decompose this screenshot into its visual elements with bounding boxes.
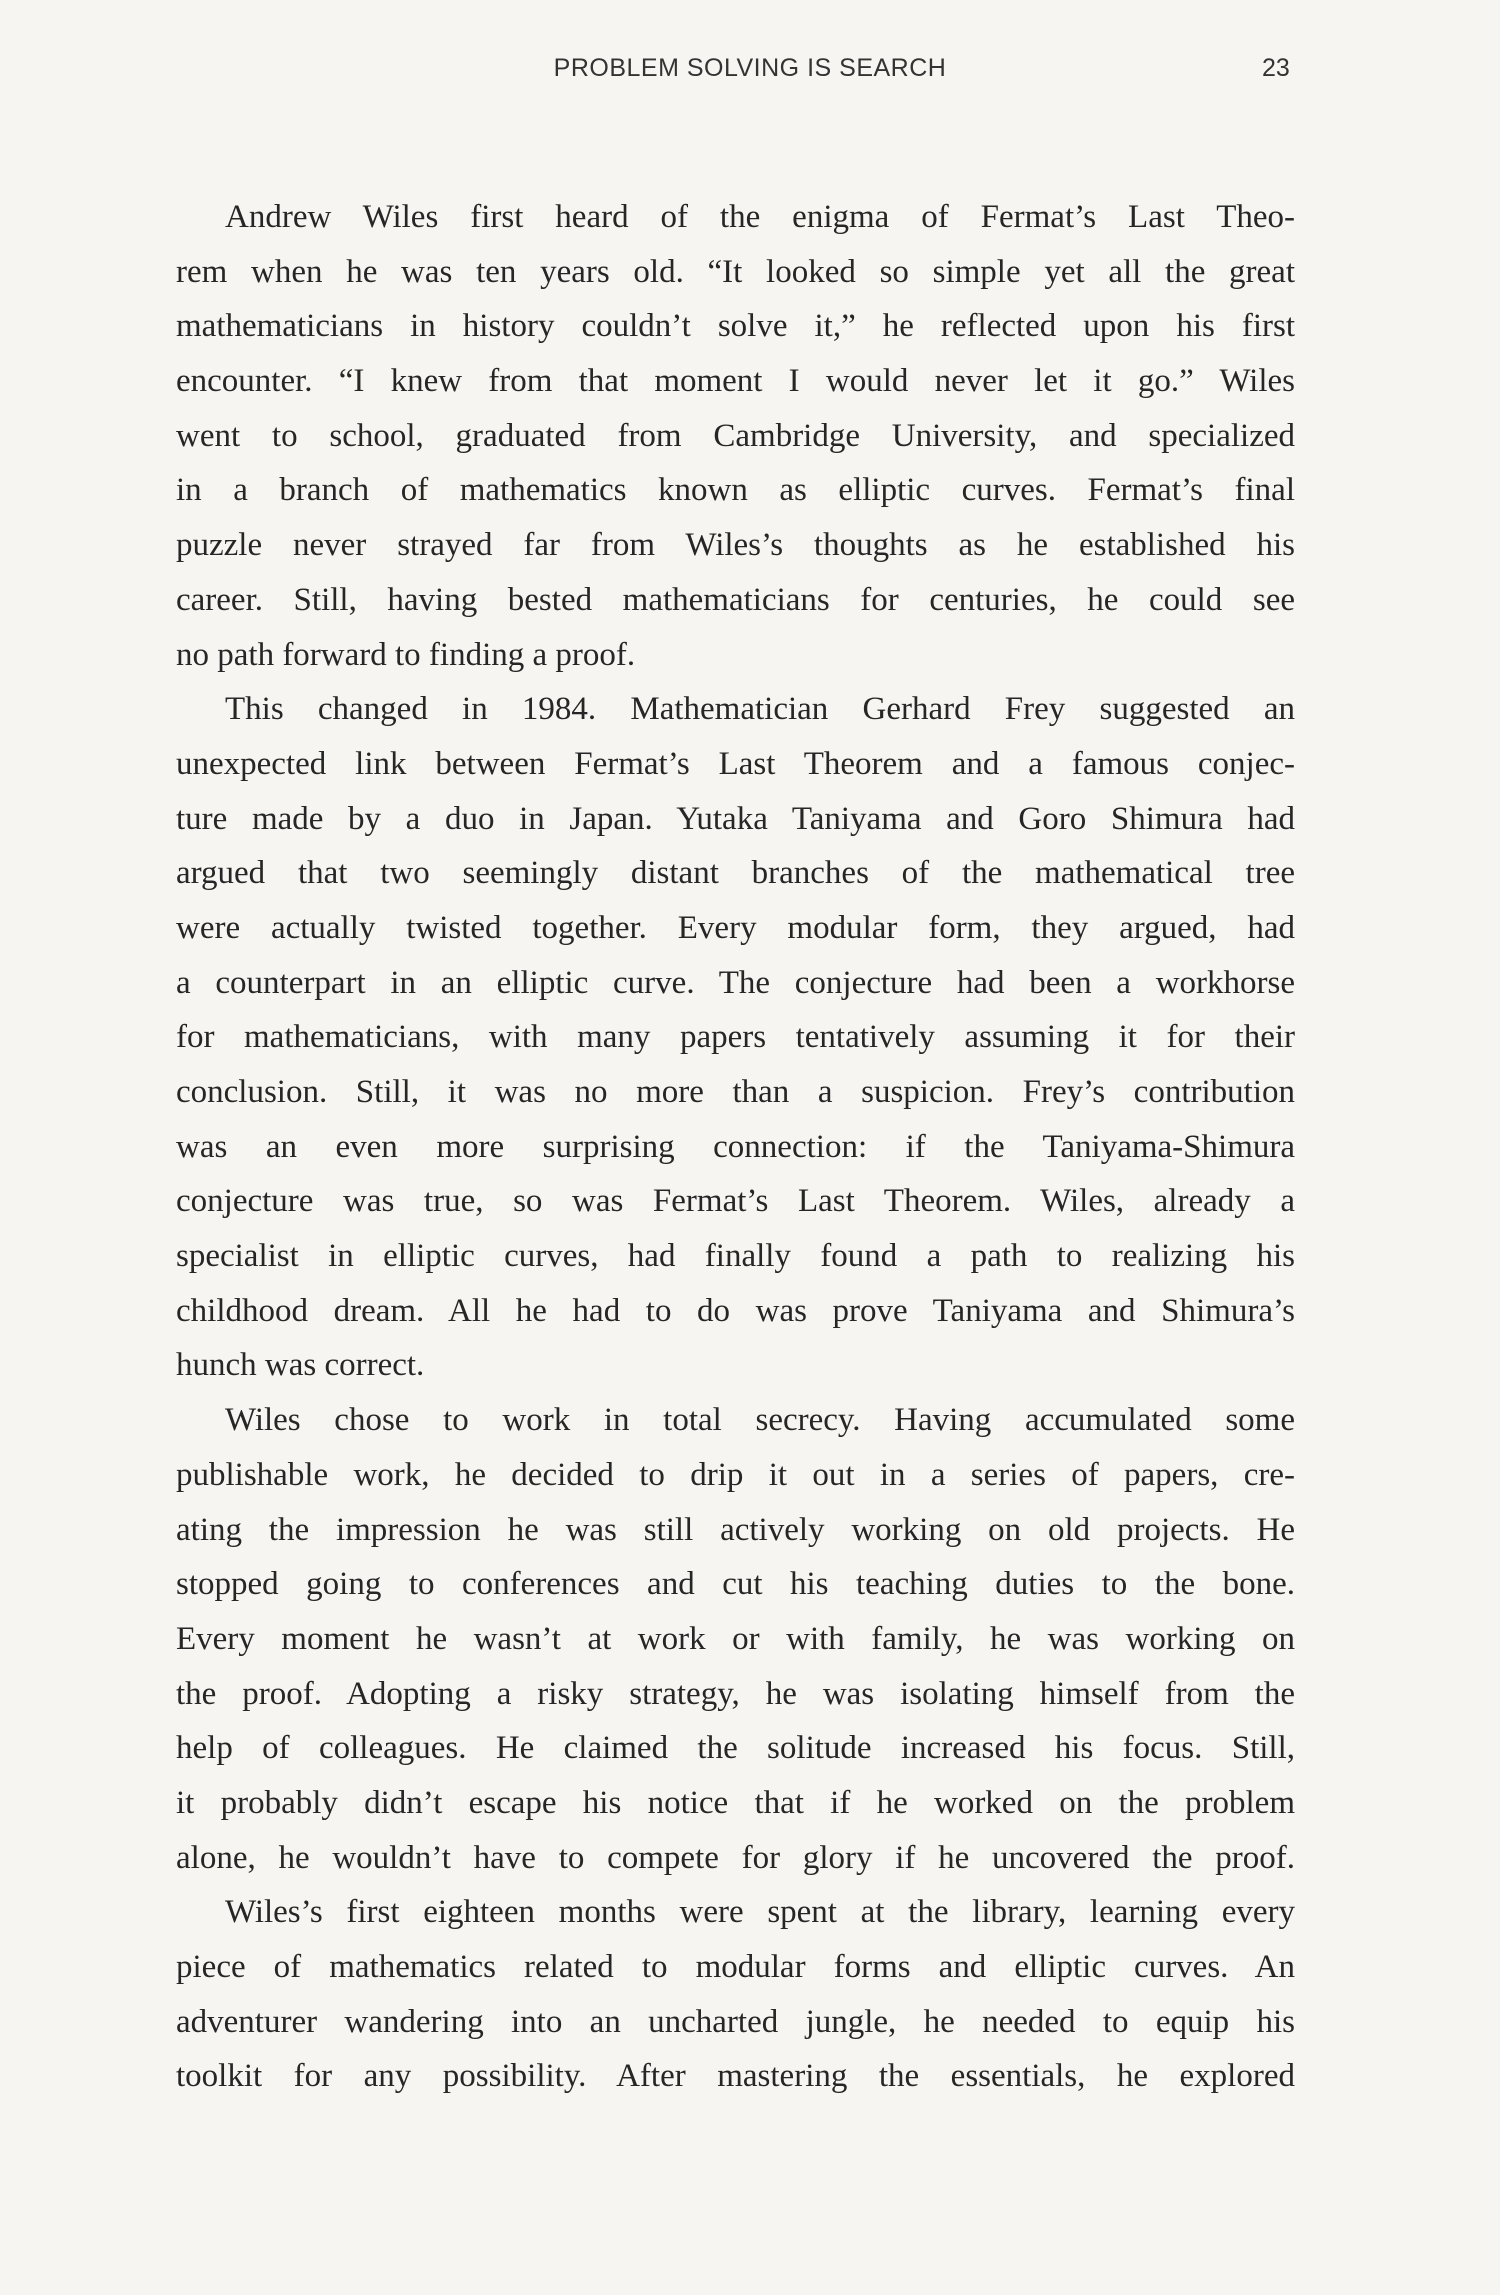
- text-line: stopped going to conferences and cut his teaching duties to the bone.: [176, 1566, 1295, 1603]
- body-text: [176, 190, 1295, 2104]
- text-line: conjecture was true, so was Fermat’s Last Theorem. Wiles, already a: [176, 1183, 1295, 1220]
- text-line: adventurer wandering into an uncharted jungle, he needed to equip his: [176, 2003, 1295, 2040]
- text-line: argued that two seemingly distant branches of the mathematical tree: [176, 855, 1295, 892]
- text-line: help of colleagues. He claimed the solitude increased his focus. Still,: [176, 1730, 1295, 1767]
- paragraph: [176, 190, 1295, 682]
- text-line: mathematicians in history couldn’t solve it,” he reflected upon his first: [176, 308, 1295, 345]
- text-line: the proof. Adopting a risky strategy, he was isolating himself from the: [176, 1675, 1295, 1712]
- text-line: it probably didn’t escape his notice that if he worked on the problem: [176, 1784, 1295, 1821]
- text-line: ture made by a duo in Japan. Yutaka Taniyama and Goro Shimura had: [176, 800, 1295, 837]
- text-line: were actually twisted together. Every modular form, they argued, had: [176, 909, 1295, 946]
- page-header: [0, 54, 1500, 94]
- text-line: childhood dream. All he had to do was prove Taniyama and Shimura’s: [176, 1292, 1295, 1329]
- text-line: no path forward to finding a proof.: [176, 636, 636, 673]
- text-line: was an even more surprising connection: if the Taniyama-Shimura: [176, 1128, 1295, 1165]
- text-line: Andrew Wiles first heard of the enigma of Fermat’s Last Theo-: [225, 199, 1295, 235]
- text-line: Every moment he wasn’t at work or with family, he was working on: [176, 1620, 1295, 1657]
- text-line: Wiles chose to work in total secrecy. Having accumulated some: [225, 1402, 1295, 1439]
- paragraph: [176, 682, 1295, 1393]
- text-line: Wiles’s first eighteen months were spent at the library, learning every: [225, 1894, 1295, 1931]
- text-line: in a branch of mathematics known as elliptic curves. Fermat’s final: [176, 472, 1295, 509]
- text-line: toolkit for any possibility. After mastering the essentials, he explored: [176, 2058, 1295, 2095]
- text-line: career. Still, having bested mathematicians for centuries, he could see: [176, 581, 1295, 618]
- paragraph: [176, 1393, 1295, 1885]
- text-line: specialist in elliptic curves, had finally found a path to realizing his: [176, 1238, 1295, 1275]
- text-line: publishable work, he decided to drip it out in a series of papers, cre-: [176, 1456, 1295, 1493]
- text-line: unexpected link between Fermat’s Last Theorem and a famous conjec-: [176, 745, 1295, 782]
- running-title: PROBLEM SOLVING IS SEARCH: [553, 54, 947, 82]
- text-line: ating the impression he was still actively working on old projects. He: [176, 1511, 1295, 1548]
- text-line: puzzle never strayed far from Wiles’s thoughts as he established his: [176, 527, 1295, 564]
- text-line: This changed in 1984. Mathematician Gerhard Frey suggested an: [225, 691, 1295, 728]
- text-line: piece of mathematics related to modular forms and elliptic curves. An: [176, 1949, 1295, 1985]
- text-line: rem when he was ten years old. “It looked so simple yet all the great: [176, 253, 1295, 290]
- paragraph: [176, 1885, 1295, 2104]
- text-line: conclusion. Still, it was no more than a suspicion. Frey’s contribution: [176, 1074, 1295, 1110]
- text-line: hunch was correct.: [176, 1347, 425, 1384]
- page-number: 23: [1262, 54, 1290, 82]
- text-line: alone, he wouldn’t have to compete for glory if he uncovered the proof.: [176, 1839, 1295, 1876]
- text-line: encounter. “I knew from that moment I would never let it go.” Wiles: [176, 363, 1295, 400]
- text-line: a counterpart in an elliptic curve. The conjecture had been a workhorse: [176, 964, 1295, 1001]
- text-line: for mathematicians, with many papers tentatively assuming it for their: [176, 1019, 1295, 1056]
- text-line: went to school, graduated from Cambridge University, and specialized: [176, 417, 1295, 454]
